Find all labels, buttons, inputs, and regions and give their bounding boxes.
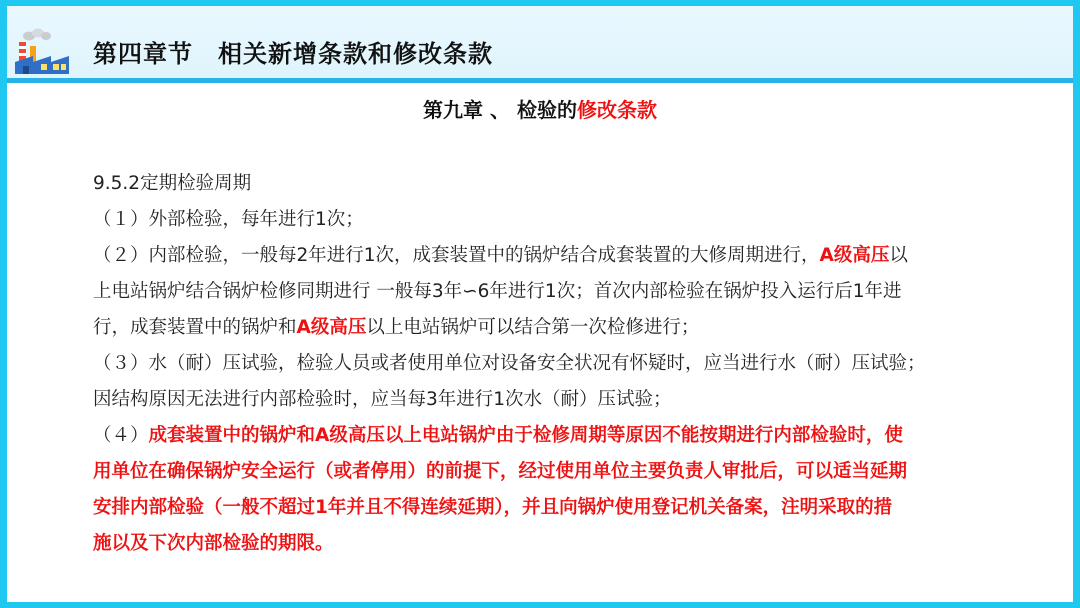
clause-heading: 9.5.2定期检验周期 [93, 173, 252, 194]
clause-item-1: （１）外部检验，每年进行1次； [93, 209, 364, 230]
clause-item-2-line-2: 上电站锅炉结合锅炉检修同期进行 一般每3年∽6年进行1次；首次内部检验在锅炉投入运行后1年进 [93, 281, 902, 302]
clause-item-4-line-4: 施以及下次内部检验的期限。 [93, 533, 334, 554]
clause-item-2-line-1 [93, 238, 1013, 274]
highlight-text: A级高压 [819, 245, 890, 266]
chapter-title-prefix: 第九章 、 检验的 [423, 98, 577, 122]
highlight-text: A级高压 [296, 317, 367, 338]
clause-item-4-prefix: （４） [93, 425, 149, 446]
clause-item-3-line-2: 因结构原因无法进行内部检验时，应当每3年进行1次水（耐）压试验； [93, 389, 672, 410]
clause-body [93, 166, 1013, 562]
clause-item-2-line-3 [93, 310, 1013, 346]
clause-item-4-line-3: 安排内部检验（一般不超过1年并且不得连续延期），并且向锅炉使用登记机关备案，注明采取的措 [93, 497, 893, 518]
highlight-text: 成套装置中的锅炉和A级高压以上电站锅炉由于检修周期等原因不能按期进行内部检验时，使 [148, 425, 903, 446]
clause-text: 以 [889, 245, 908, 266]
clause-text: 行，成套装置中的锅炉和 [93, 317, 297, 338]
slide [7, 6, 1073, 602]
clause-item-4-line-2: 用单位在确保锅炉安全运行（或者停用）的前提下，经过使用单位主要负责人审批后，可以适当延期 [93, 461, 908, 482]
clause-item-4-line-1 [93, 418, 1013, 454]
chapter-title [7, 94, 1073, 123]
chapter-title-highlight: 修改条款 [576, 98, 657, 122]
clause-text: （２）内部检验，一般每2年进行1次，成套装置中的锅炉结合成套装置的大修周期进行， [93, 245, 820, 266]
section-title: 第四章节 相关新增条款和修改条款 [93, 40, 493, 68]
clause-text: 以上电站锅炉可以结合第一次检修进行； [366, 317, 700, 338]
clause-item-3-line-1: （３）水（耐）压试验，检验人员或者使用单位对设备安全状况有怀疑时，应当进行水（耐）压试验； [93, 353, 926, 374]
header-divider [7, 78, 1073, 83]
factory-icon [11, 28, 81, 76]
